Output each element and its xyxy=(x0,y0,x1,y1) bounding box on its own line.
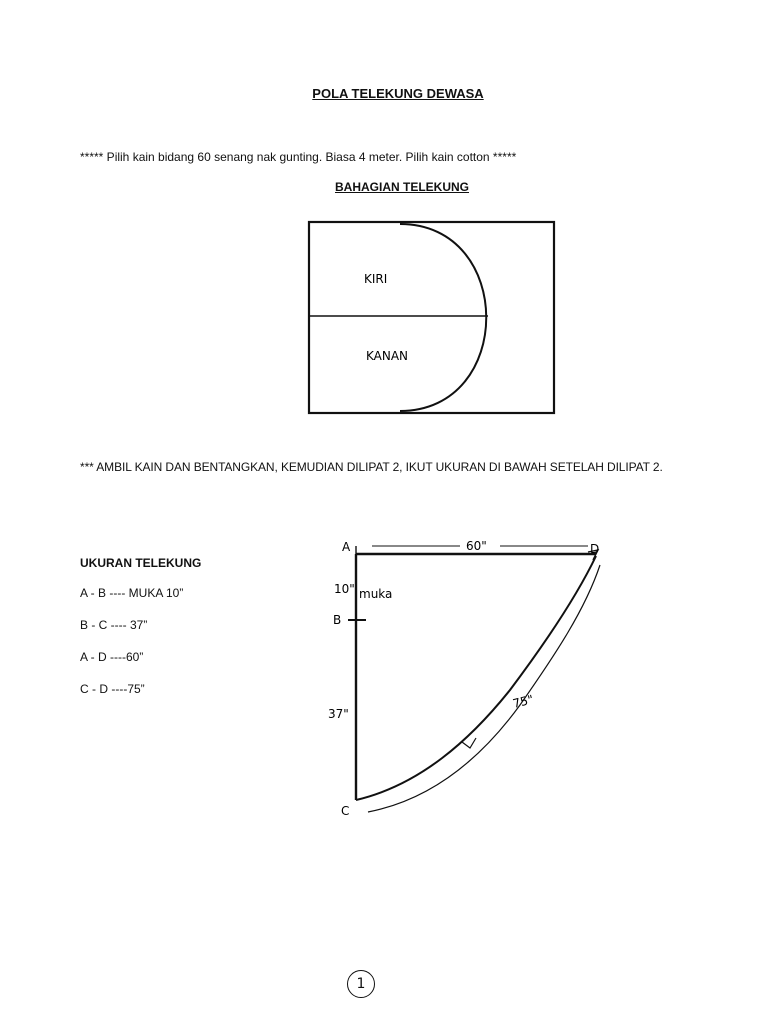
curve-measure xyxy=(368,565,600,812)
section-title: BAHAGIAN TELEKUNG xyxy=(335,180,469,194)
point-c: C xyxy=(341,804,350,818)
fold-instruction: *** AMBIL KAIN DAN BENTANGKAN, KEMUDIAN DILIPAT 2, IKUT UKURAN DI BAWAH SETELAH DILIPAT 2. xyxy=(80,460,663,474)
measurement-item: C - D ----75” xyxy=(80,682,145,696)
label-10: 10" xyxy=(334,582,355,596)
semicircle-cut xyxy=(400,224,486,411)
label-60: 60" xyxy=(466,539,487,553)
fabric-diagram xyxy=(309,222,554,413)
fabric-outline xyxy=(309,222,554,413)
measurements-title: UKURAN TELEKUNG xyxy=(80,556,202,570)
measurement-item: A - D ----60” xyxy=(80,650,144,664)
measurement-item: B - C ---- 37” xyxy=(80,618,148,632)
page-number: 1 xyxy=(347,970,375,998)
point-d: D xyxy=(590,542,600,556)
point-a: A xyxy=(342,540,351,554)
page-title: POLA TELEKUNG DEWASA xyxy=(312,86,484,101)
label-75: 75" xyxy=(511,692,535,711)
label-kiri: KIRI xyxy=(364,272,388,286)
pattern-diagram xyxy=(328,539,600,818)
label-37: 37" xyxy=(328,707,349,721)
label-muka: muka xyxy=(359,587,393,601)
point-b: B xyxy=(333,613,342,627)
label-kanan: KANAN xyxy=(366,349,409,363)
fabric-note: ***** Pilih kain bidang 60 senang nak gunting. Biasa 4 meter. Pilih kain cotton ***** xyxy=(80,150,517,164)
measurement-item: A - B ---- MUKA 10” xyxy=(80,586,184,600)
